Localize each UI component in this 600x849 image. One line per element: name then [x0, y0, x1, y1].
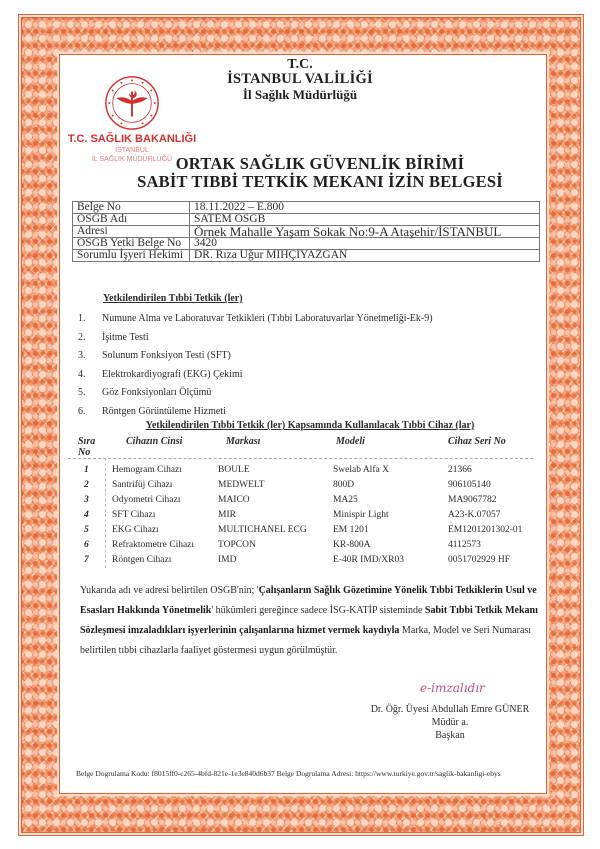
info-label: OSGB Adı: [73, 214, 190, 226]
para-text: Yukarıda adı ve adresi belirtilen OSGB'nin; ': [80, 585, 259, 596]
device-model: Swelab Alfa X: [333, 465, 389, 475]
table-row: [0, 523, 600, 538]
para-text: Marka, Model ve Seri Numarası belirtilen tıbbi cihazlarla faaliyet göstermesi uygun görülmüştür.: [80, 625, 532, 656]
device-brand: BOULE: [218, 465, 250, 475]
header-sira: Sıra: [78, 436, 96, 447]
para-bold-regulation: Çalışanların Sağlık Gözetimine Yönelik Tıbbi Tetkiklerin Usul ve Esasları Hakkında Yönetmelik: [80, 585, 537, 616]
signatory-title: Müdür a.: [431, 717, 469, 728]
verification-footer: Belge Dogrulama Kodu: f8015ff0-c265-4bfd-821e-1e3e840d6b37 Belge Dogrulama Adresi: https://www.turkiye.gov.tr/saglik-bakanligi-ebys: [76, 769, 501, 778]
tests-list: [78, 312, 433, 423]
device-serial: MA9067782: [448, 495, 497, 505]
para-bold-condition: Sabit Tıbbi Tetkik Mekanı Sözleşmesi imzaladıkları işyerlerinin çalışanlarına hizmet vermek kaydıyla: [80, 605, 538, 636]
item-number: 3.: [78, 350, 86, 361]
device-brand: IMD: [218, 555, 237, 565]
info-value: 3420: [190, 238, 540, 250]
table-row: [0, 463, 600, 478]
devices-table: [0, 463, 600, 568]
row-no: 5: [84, 525, 89, 535]
item-number: 1.: [78, 313, 86, 324]
device-model: 800D: [333, 480, 355, 490]
row-no: 6: [84, 540, 89, 550]
header-directorate: İl Sağlık Müdürlüğü: [242, 87, 358, 102]
para-text: ' hükümleri gereğince sadece İSG-KATİP sisteminde: [211, 605, 425, 616]
list-item: [78, 349, 433, 368]
header-governorship: İSTANBUL VALİLİĞİ: [227, 71, 373, 87]
info-value: DR. Rıza Uğur MIHÇIYAZGAN: [190, 250, 540, 262]
list-item: [78, 386, 433, 405]
device-type: SFT Cihazı: [112, 510, 156, 520]
device-model: EM 1201: [333, 525, 369, 535]
row-no: 3: [84, 495, 89, 505]
table-row: [0, 478, 600, 493]
info-label: Belge No: [73, 202, 190, 214]
table-divider: [68, 458, 533, 459]
device-model: Minispir Light: [333, 510, 389, 520]
table-row: [0, 508, 600, 523]
header-serial-no: Cihaz Seri No: [448, 436, 506, 447]
item-label: Solunum Fonksiyon Testi (SFT): [102, 350, 231, 361]
device-serial: 21366: [448, 465, 472, 475]
document-title-line1: ORTAK SAĞLIK GÜVENLİK BİRİMİ: [175, 154, 465, 173]
device-brand: MEDWELT: [218, 480, 265, 490]
logo-title: T.C. SAĞLIK BAKANLIĞI: [67, 133, 197, 145]
header-tc: T.C.: [287, 57, 313, 72]
item-number: 4.: [78, 368, 86, 380]
device-model: E-40R IMD/XR03: [333, 555, 404, 565]
table-row: [0, 553, 600, 568]
info-row-address: [73, 226, 540, 238]
device-serial: A23-K.07057: [448, 510, 501, 520]
device-type: Refraktometre Cihazı: [112, 540, 195, 550]
info-row-physician: [73, 250, 540, 262]
device-serial: 0051702929 HF: [448, 555, 511, 565]
item-number: 2.: [78, 331, 86, 343]
logo-subtitle-city: İSTANBUL: [115, 147, 149, 154]
device-brand: MIR: [218, 510, 236, 520]
header-brand: Markası: [226, 436, 261, 447]
info-row-authorization-no: [73, 238, 540, 250]
row-no: 4: [84, 510, 89, 520]
list-item: [78, 312, 433, 331]
info-value: Örnek Mahalle Yaşam Sokak No:9-A Ataşehir/İSTANBUL: [190, 226, 540, 238]
row-no: 1: [84, 465, 89, 475]
device-type: Hemogram Cihazı: [112, 465, 182, 475]
ministry-emblem-icon: [103, 74, 161, 132]
device-brand: TOPCON: [218, 540, 256, 550]
header-model: Modeli: [336, 436, 365, 447]
approval-paragraph: [80, 581, 550, 661]
header-row-no: [78, 436, 108, 458]
info-value: 18.11.2022 – E.800: [190, 202, 540, 214]
document-title-line2: SABİT TIBBİ TETKİK MEKANI İZİN BELGESİ: [137, 172, 503, 191]
info-label: OSGB Yetki Belge No: [73, 238, 190, 250]
table-row: [0, 493, 600, 508]
list-item: [78, 331, 433, 350]
header-device-type: Cihazın Cinsi: [126, 436, 183, 447]
e-signature-stamp: e-imzalıdır: [420, 681, 485, 695]
device-type: Röntgen Cihazı: [112, 555, 172, 565]
item-label: Röntgen Görüntüleme Hizmeti: [102, 405, 226, 417]
row-no: 2: [84, 480, 89, 490]
device-brand: MAICO: [218, 495, 250, 505]
device-serial: 906105140: [448, 480, 491, 490]
info-table: [72, 201, 540, 262]
logo-subtitle-directorate: İL SAĞLIK MÜDÜRLÜĞÜ: [91, 156, 173, 163]
device-type: Odyometri Cihazı: [112, 495, 181, 505]
item-number: 6.: [78, 405, 86, 417]
tests-section-title: Yetkilendirilen Tıbbi Tetkik (ler): [103, 293, 243, 304]
list-item: [78, 368, 433, 387]
item-label: Elektrokardiyografi (EKG) Çekimi: [102, 368, 243, 380]
info-value: SATEM OSGB: [190, 214, 540, 226]
device-type: EKG Cihazı: [112, 525, 159, 535]
row-no: 7: [84, 555, 89, 565]
signatory-name: Dr. Öğr. Üyesi Abdullah Emre GÜNER: [370, 704, 530, 715]
item-label: İşitme Testi: [102, 331, 149, 343]
device-serial: 4112573: [448, 540, 481, 550]
header-no: No: [78, 447, 91, 458]
device-brand: MULTICHANEL ECG: [218, 525, 307, 535]
signatory-role: Başkan: [435, 730, 465, 741]
item-label: Göz Fonksiyonları Ölçümü: [102, 387, 212, 398]
device-serial: EM1201201302-01: [448, 525, 523, 535]
devices-section-title: Yetkilendirilen Tıbbi Tetkik (ler) Kapsamında Kullanılacak Tıbbi Cihaz (lar): [145, 420, 475, 431]
info-label: Adresi: [73, 226, 190, 238]
info-row-document-no: [73, 202, 540, 214]
info-label: Sorumlu İşyeri Hekimi: [73, 250, 190, 262]
item-number: 5.: [78, 387, 86, 398]
table-row: [0, 538, 600, 553]
item-label: Numune Alma ve Laboratuvar Tetkikleri (Tıbbi Laboratuvarlar Yönetmeliği-Ek-9): [102, 313, 433, 324]
device-type: Santrifüj Cihazı: [112, 480, 173, 490]
device-model: KR-800A: [333, 540, 371, 550]
device-model: MA25: [333, 495, 358, 505]
